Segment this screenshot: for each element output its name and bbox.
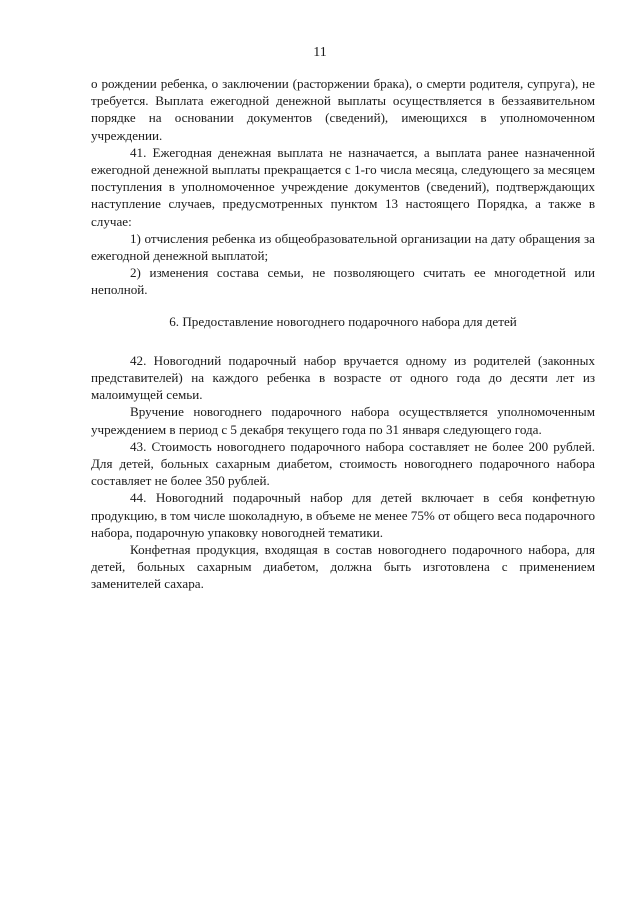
paragraph-43: 43. Стоимость новогоднего подарочного набора составляет не более 200 рублей. Для детей, больных сахарным диабетом, стоимость новогоднего подарочного набора составляет не более 350 рублей. [91,438,595,489]
paragraph-delivery-period: Вручение новогоднего подарочного набора осуществляется уполномоченным учреждением в период с 5 декабря текущего года по 31 января следующего года. [91,404,595,437]
list-item-1: 1) отчисления ребенка из общеобразовательной организации на дату обращения за ежегодной денежной выплатой; [91,230,595,264]
document-body [91,75,595,593]
paragraph-44: 44. Новогодний подарочный набор для детей включает в себя конфетную продукцию, в том числе шоколадную, в объеме не менее 75% от общего веса подарочного набора, подарочную упаковку новогодней тематики. [91,490,595,540]
paragraph-42: 42. Новогодний подарочный набор вручается одному из родителей (законных представителей) на каждого ребенка в возрасте от одного года до десяти лет из малоимущей семьи. [91,352,595,403]
paragraph-diabetic-candy: Конфетная продукция, входящая в состав новогоднего подарочного набора, для детей, больных сахарным диабетом, должна быть изготовлена с применением заменителей сахара. [91,542,595,592]
section-title: 6. Предоставление новогоднего подарочного набора для детей [169,313,517,329]
paragraph-41: 41. Ежегодная денежная выплата не назначается, а выплата ранее назначенной ежегодной денежной выплаты прекращается с 1-го числа месяца, следующего за месяцем поступления в уполномоченное учреждение документов (сведений), подтверждающих наступление случаев, предусмотренных пунктом 13 настоящего Порядка, а также в случае: [91,144,595,229]
paragraph-continuation: о рождении ребенка, о заключении (расторжении брака), о смерти родителя, супруга), не требуется. Выплата ежегодной денежной выплаты осуществляется в беззаявительном порядке на основании документов (сведений), имеющихся в уполномоченном учреждении. [91,76,595,143]
page-number: 11 [313,45,327,60]
list-item-2: 2) изменения состава семьи, не позволяющего считать ее многодетной или неполной. [91,265,595,298]
